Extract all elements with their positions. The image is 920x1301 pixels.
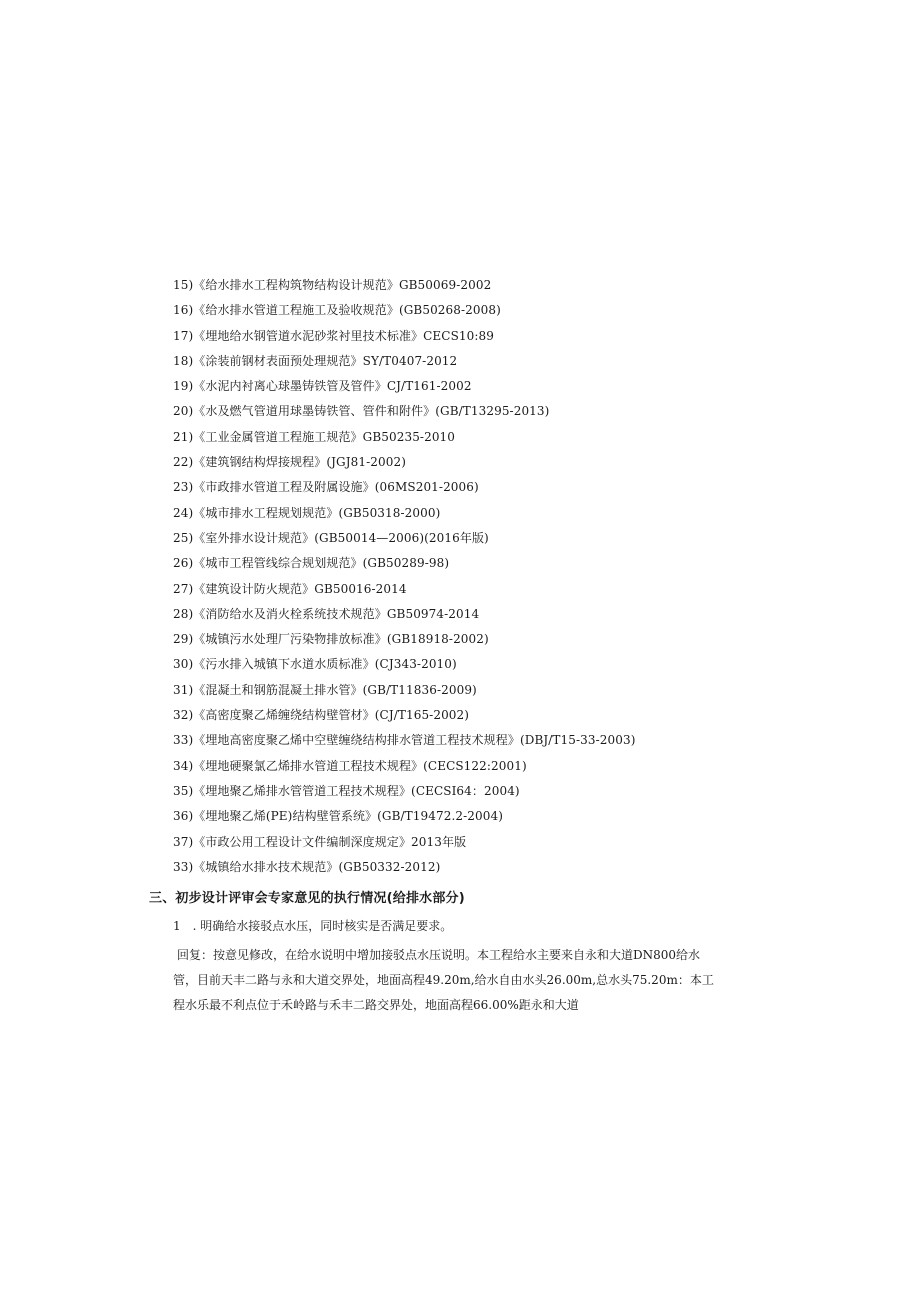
reference-item: 32)《高密度聚乙烯缠绕结构壁管材》(CJ/T165-2002) [173, 708, 470, 723]
reference-item: 29)《城镇污水处理厂污染物排放标准》(GB18918-2002) [173, 632, 489, 647]
reference-item: 34)《埋地硬聚氯乙烯排水管道工程技术规程》(CECS122:2001) [173, 758, 527, 773]
reply-line: 程水乐最不利点位于禾岭路与禾丰二路交界处，地面高程66.00%距永和大道 [173, 998, 579, 1012]
reference-item: 16)《给水排水管道工程施工及验收规范》(GB50268-2008) [173, 303, 501, 318]
reference-item: 21)《工业金属管道工程施工规范》GB50235-2010 [173, 429, 456, 444]
reply-paragraph [173, 943, 718, 1018]
reference-item: 31)《混凝土和钢筋混凝土排水管》(GB/T11836-2009) [173, 682, 477, 697]
reference-list [173, 276, 636, 883]
reference-item: 36)《埋地聚乙烯(PE)结构壁管系统》(GB/T19472.2-2004) [173, 809, 503, 824]
reference-item: 33)《城镇给水排水技术规范》(GB50332-2012) [173, 859, 441, 874]
reference-item: 35)《埋地聚乙烯排水管管道工程技术规程》(CECSI64：2004) [173, 783, 520, 798]
reference-item: 30)《污水排入城镇下水道水质标准》(CJ343-2010) [173, 657, 457, 672]
reference-item: 37)《市政公用工程设计文件编制深度规定》2013年版 [173, 834, 467, 849]
reference-item: 26)《城市工程管线综合规划规范》(GB50289-98) [173, 556, 450, 571]
reference-item: 25)《室外排水设计规范》(GB50014—2006)(2016年版) [173, 530, 489, 545]
reference-item: 20)《水及燃气管道用球墨铸铁管、管件和附件》(GB/T13295-2013) [173, 404, 550, 419]
reference-item: 27)《建筑设计防火规范》GB50016-2014 [173, 581, 407, 596]
reference-item: 17)《埋地给水钢管道水泥砂浆衬里技术标准》CECS10:89 [173, 328, 494, 343]
reference-item: 33)《埋地高密度聚乙烯中空壁缠绕结构排水管道工程技术规程》(DBJ/T15-33-2003) [173, 733, 636, 748]
expert-opinion-item: 1 . 明确给水接驳点水压，同时核实是否满足要求。 [173, 919, 453, 933]
reply-line: 回复：按意见修改，在给水说明中增加接驳点水压说明。本工程给水主要来自永和大道DN800给水 [177, 948, 701, 962]
reference-item: 22)《建筑钢结构焊接规程》(JGJ81-2002) [173, 455, 406, 470]
reference-item: 24)《城市排水工程规划规范》(GB50318-2000) [173, 505, 441, 520]
reference-item: 28)《消防给水及消火栓系统技术规范》GB50974-2014 [173, 606, 480, 621]
reply-line: 管，目前天丰二路与永和大道交界处，地面高程49.20m,给水自由水头26.00m,总水头75.20m：本工 [173, 973, 714, 987]
reference-item: 18)《涂装前钢材表面预处理规范》SY/T0407-2012 [173, 353, 458, 368]
reference-item: 19)《水泥内衬离心球墨铸铁管及管件》CJ/T161-2002 [173, 379, 472, 394]
reference-item: 15)《给水排水工程构筑物结构设计规范》GB50069-2002 [173, 278, 492, 292]
reference-item: 23)《市政排水管道工程及附属设施》(06MS201-2006) [173, 480, 479, 495]
section-heading: 三、初步设计评审会专家意见的执行情况(给排水部分) [149, 891, 465, 906]
